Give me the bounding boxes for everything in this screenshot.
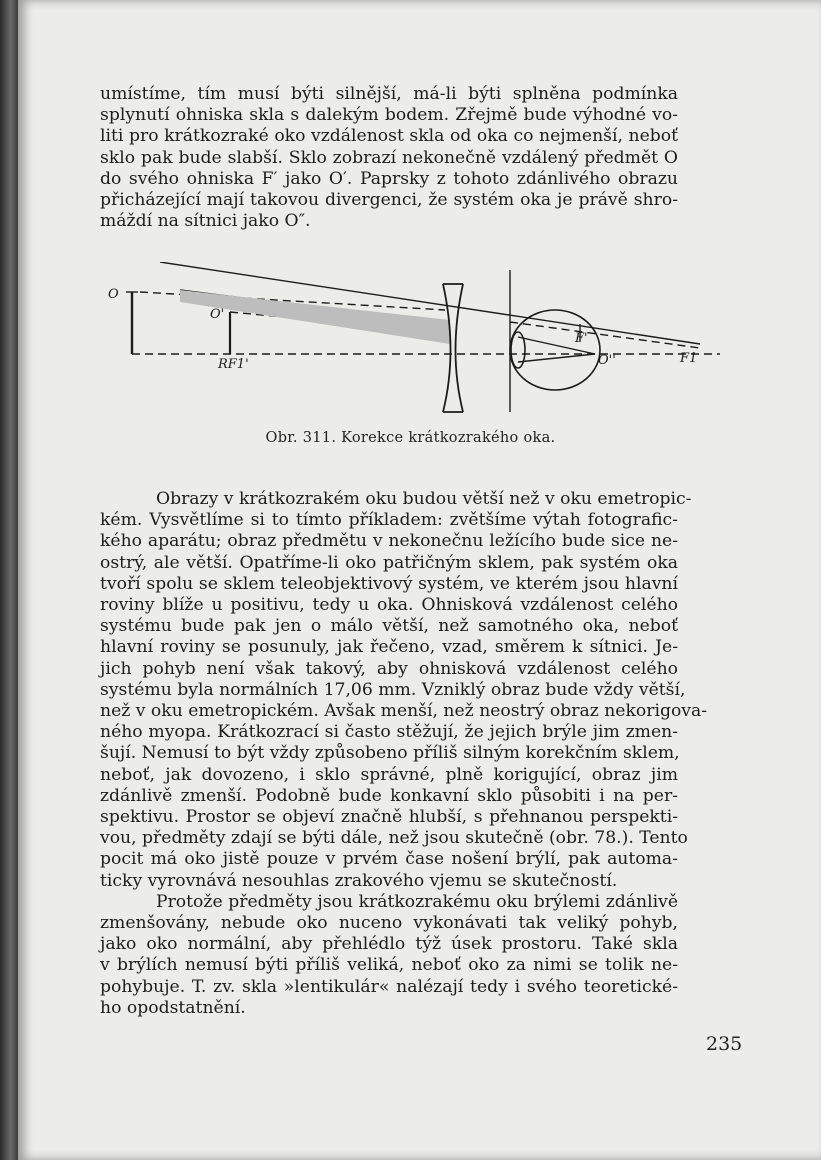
paragraph-1 <box>100 84 678 232</box>
text-line: roviny blíže u positivu, tedy u oka. Ohnisková vzdálenost celého <box>100 595 678 616</box>
text-line: zdánlivě zmenší. Podobně bude konkavní sklo působiti i na per- <box>100 785 678 806</box>
text-line: ného myopa. Krátkozrací si často stěžují, že jejich brýle jim zmen- <box>100 722 678 743</box>
label-RF1: RF1' <box>218 357 249 372</box>
paragraph-2 <box>100 489 708 1019</box>
label-O-double: O'' <box>598 353 616 368</box>
text-line: ostrý, ale větší. Opatříme-li oko patřičným sklem, pak systém oka <box>100 552 678 573</box>
text-line: ticky vyrovnává nesouhlas zrakového vjemu se skutečností. <box>100 870 618 891</box>
text-line: jich pohyb není však takový, aby ohnisková vzdálenost celého <box>100 658 678 679</box>
figure-caption: Obr. 311. Korekce krátkozrakého oka. <box>265 430 556 446</box>
text-line: liti pro krátkozraké oko vzdálenost skla od oka co nejmenší, neboť <box>100 126 678 147</box>
text-line: neboť, jak dovozeno, i sklo správné, plně korigující, obraz jim <box>100 764 678 785</box>
label-O-prime: O' <box>210 307 225 322</box>
text-line: systému bude pak jen o málo větší, než samotného oka, neboť <box>100 616 678 637</box>
concave-lens <box>443 284 463 412</box>
text-line: spektivu. Prostor se objeví značně hlubší, s přehnanou perspekti- <box>100 807 678 828</box>
figure-myopia-correction <box>100 262 740 422</box>
text-line: systému byla normálních 17,06 mm. Vzniklý obraz bude vždy větší, <box>100 679 686 700</box>
text-line: v brýlích nemusí býti příliš veliká, neboť oko za nimi se tolik ne- <box>100 955 678 976</box>
text-line: než v oku emetropickém. Avšak menší, než neostrý obraz nekorigova- <box>100 701 708 722</box>
text-line: pocit má oko jistě pouze v prvém čase nošení brýlí, pak automa- <box>100 849 678 870</box>
text-line: splynutí ohniska skla s dalekým bodem. Zřejmě bude výhodné vo- <box>100 105 678 126</box>
text-line: přicházející mají takovou divergenci, že systém oka je právě shro- <box>100 190 678 211</box>
label-O: O <box>108 287 119 302</box>
text-line: hlavní roviny se posunuly, jak řečeno, vzad, směrem k sítnici. Je- <box>100 637 678 658</box>
text-line: sklo pak bude slabší. Sklo zobrazí nekonečně vzdálený předmět O <box>100 147 678 168</box>
text-line: umístíme, tím musí býti silnější, má-li býti splněna podmínka <box>100 84 678 104</box>
text-line: do svého ohniska F′ jako O′. Paprsky z tohoto zdánlivého obrazu <box>100 168 678 189</box>
label-F-prime: F' <box>575 331 588 346</box>
text-line: šují. Nemusí to být vždy způsobeno příliš silným korekčním sklem, <box>100 743 680 764</box>
text-line: Protože předměty jsou krátkozrakému oku brýlemi zdánlivě <box>156 891 678 912</box>
ray-in-eye <box>518 354 595 362</box>
text-line: Obrazy v krátkozrakém oku budou větší než v oku emetropic- <box>156 489 692 509</box>
text-line: jako oko normální, aby přehlédlo týž úsek prostoru. Také skla <box>100 934 678 955</box>
label-F1: F1 <box>680 351 698 366</box>
text-line: máždí na sítnici jako O″. <box>100 211 311 232</box>
text-line: pohybuje. T. zv. skla »lentikulár« nalézají tedy i svého teoretické- <box>100 976 678 997</box>
text-line: kém. Vysvětlíme si to tímto příkladem: zvětšíme výtah fotografic- <box>100 510 678 531</box>
text-line: kého aparátu; obraz předmětu v nekonečnu ležícího bude sice ne- <box>100 531 678 552</box>
text-line: tvoří spolu se sklem teleobjektivový systém, ve kterém jsou hlavní <box>100 573 678 594</box>
text-line: zmenšovány, nebude oko nuceno vykonávati tak veliký pohyb, <box>100 913 678 934</box>
ray-dashed <box>510 322 700 348</box>
page-number: 235 <box>706 1033 743 1055</box>
book-spine <box>0 0 18 1160</box>
text-line: vou, předměty zdají se býti dále, než jsou skutečně (obr. 78.). Tento <box>100 828 688 849</box>
text-line: ho opodstatnění. <box>100 997 246 1018</box>
